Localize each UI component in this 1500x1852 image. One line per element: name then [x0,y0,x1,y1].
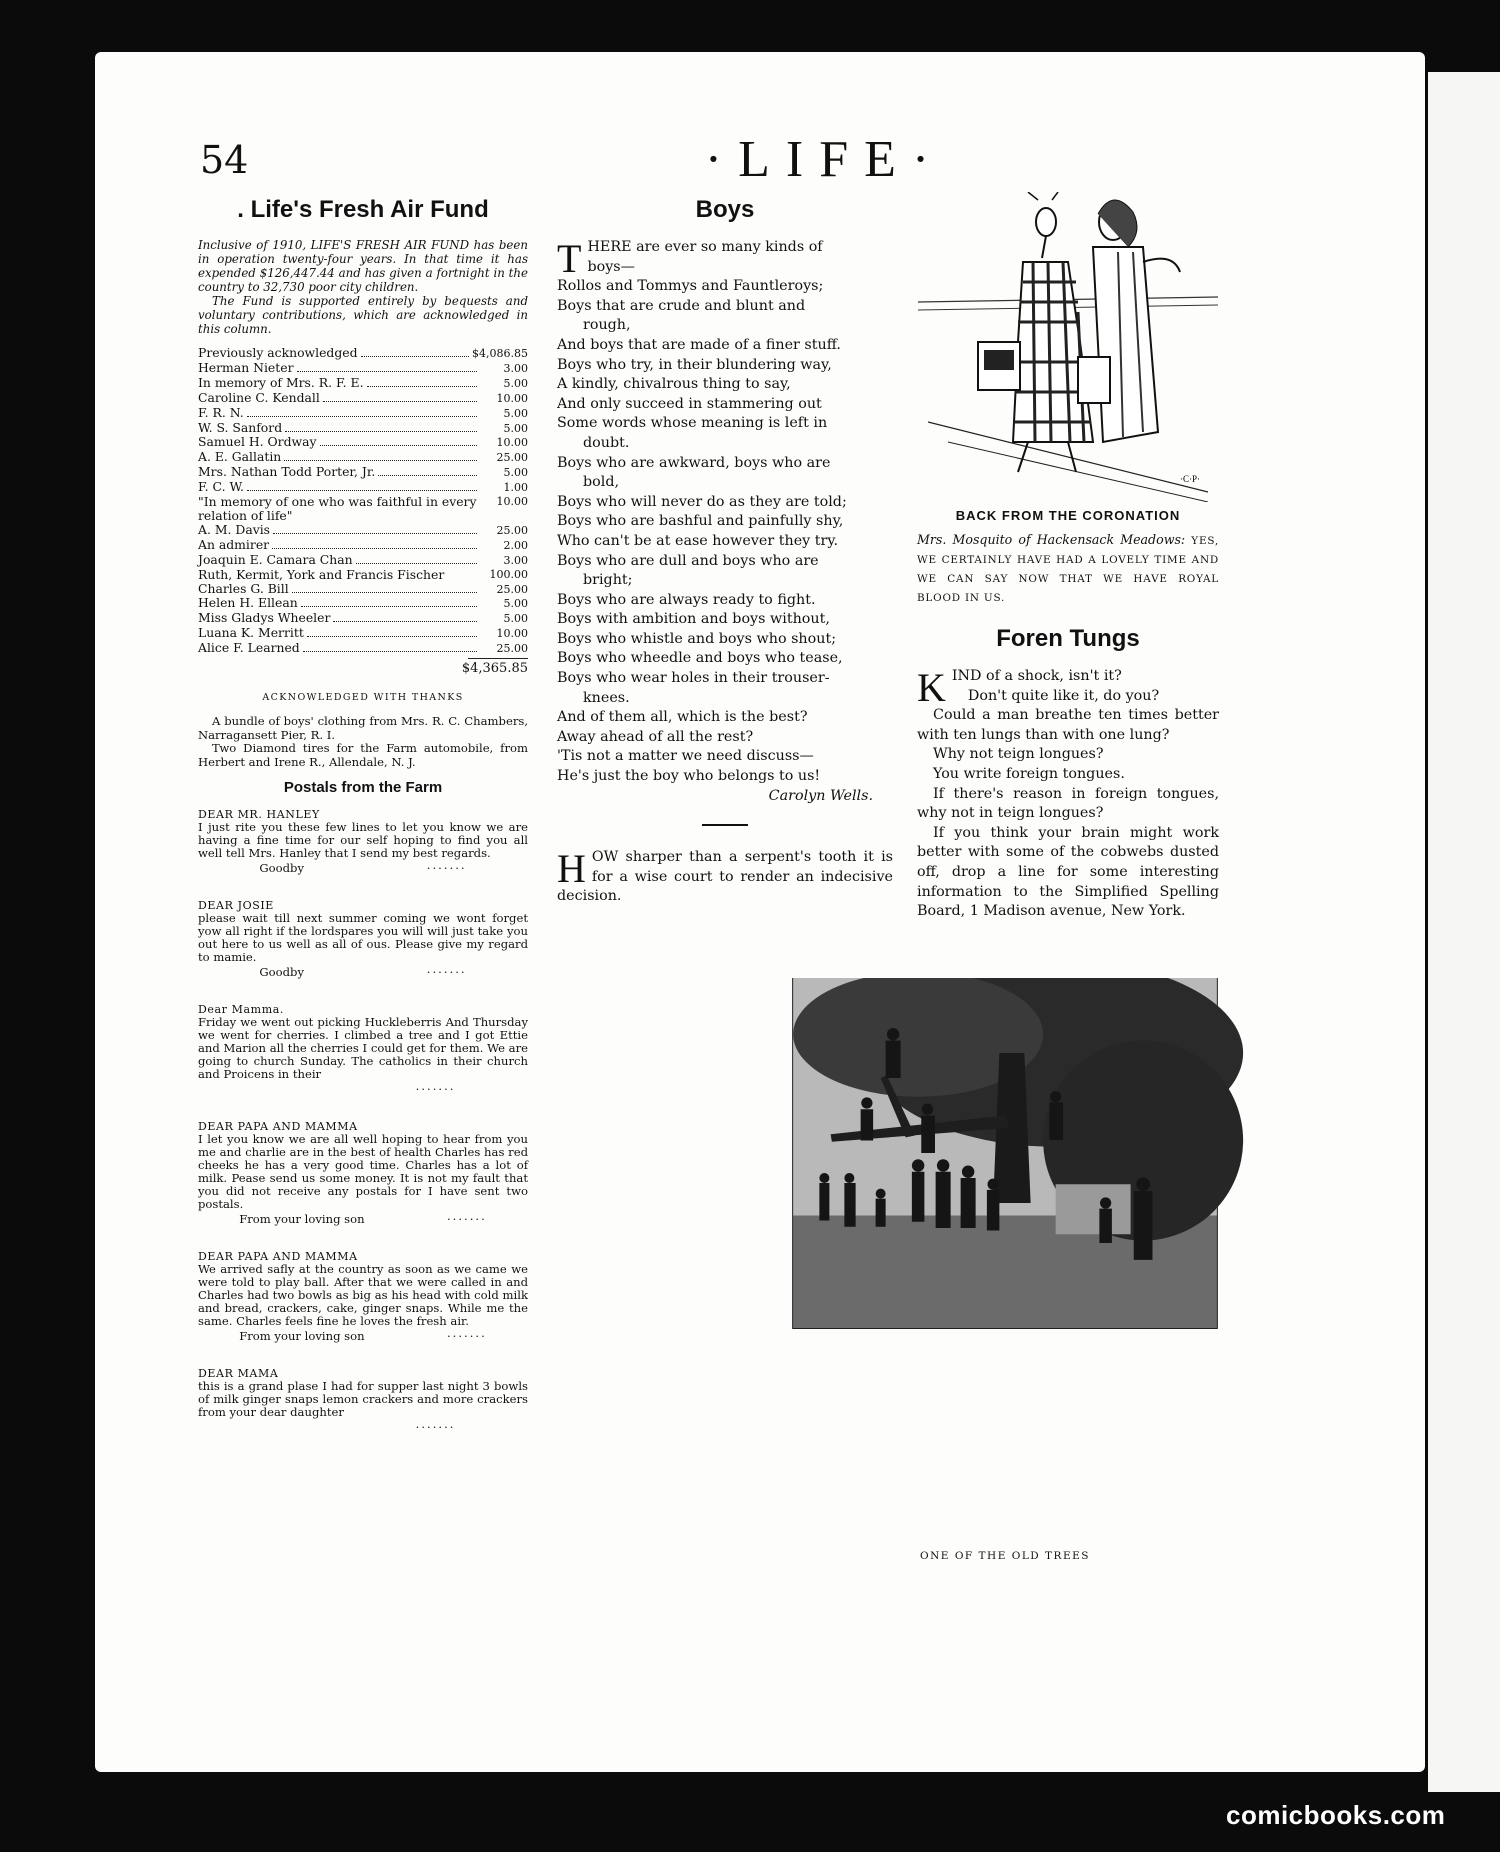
ledger-amount: 25.00 [496,642,528,656]
mosquito-cartoon [918,192,1218,502]
poem-line: And boys that are made of a finer stuff. [557,336,841,353]
poem-line: HERE are ever so many kinds of [587,239,823,255]
ledger-leader [247,415,477,417]
ledger-amount: 5.00 [503,612,528,626]
ledger-amount: 5.00 [503,421,528,435]
ledger-name: Herman Nieter [198,359,294,375]
letter-signoff: From your loving son [239,1329,365,1344]
section-divider [702,824,748,826]
letter-body: I let you know we are all well hoping to hear from you me and charlie are in the best of health Charles has red cheeks he has a very good time. Charles has a lot of milk. Pease send us some money. It is not my fault that you did not receive any postals for I have sent two postals. [198,1132,528,1212]
postal-letter [198,1367,528,1434]
ledger-leader [320,444,477,446]
ledger-amount: $4,086.85 [472,347,528,360]
letter-signoff-row [198,966,528,979]
foren-line: You write foreign tongues. [933,765,1125,782]
letter-signoff: From your loving son [239,1212,365,1227]
letter-salutation: DEAR PAPA AND MAMMA [198,1120,358,1134]
ledger-name: W. S. Sanford [198,419,283,435]
ledger-row [198,406,528,421]
ledger-row [198,391,528,406]
site-watermark: comicbooks.com [1226,1800,1446,1830]
poem-line: Boys who try, in their blundering way, [557,356,832,373]
letter-salutation: DEAR MAMA [198,1367,279,1381]
letter-salutation: DEAR JOSIE [198,899,274,913]
ledger-total: $4,365.85 [461,661,528,677]
poem-line: Boys who are dull and boys who are [557,552,819,569]
ledger-amount: 25.00 [496,582,528,596]
letter-signoff-row [198,1421,528,1434]
ledger-amount: 5.00 [503,466,528,480]
letter-salutation: DEAR PAPA AND MAMMA [198,1250,358,1264]
poem-line: doubt. [583,434,630,451]
postal-letter [198,1120,528,1226]
ledger-leader [292,591,477,593]
ledger-leader [247,489,477,491]
ledger-name: Helen H. Ellean [198,595,298,611]
poem-line: bold, [583,474,620,491]
ledger-leader [356,562,477,564]
poem-line: Boys who wheedle and boys who tease, [557,650,843,667]
fund-column [198,192,528,1458]
ledger-leader [303,650,477,652]
ledger-name: Alice F. Learned [198,640,300,656]
ledger-row [198,465,528,480]
ledger-name: A. M. Davis [198,521,271,537]
ledger-amount: 10.00 [496,436,528,450]
foren-line: Don't quite like it, do you? [967,687,1160,704]
ledger-name: Mrs. Nathan Todd Porter, Jr. [198,464,376,480]
ledger-row [198,582,528,597]
ledger-leader [301,605,477,607]
ledger-name: Miss Gladys Wheeler [198,610,331,626]
poem-line: boys— [587,258,635,275]
ledger-name: Luana K. Merritt [198,625,304,641]
ledger-row [198,596,528,611]
ledger-amount: 10.00 [496,391,528,405]
ledger-amount: 100.00 [489,567,528,581]
ledger-amount: 1.00 [503,481,528,495]
foren-line: Could a man breathe ten times better with ten lungs than with one lung? [917,707,1219,743]
poem-line: Boys with ambition and boys without, [557,611,830,628]
foren-line: Why not teign longues? [933,746,1104,763]
poem-line: Who can't be at ease however they try. [557,532,839,549]
ledger-amount: 2.00 [503,538,528,552]
letter-signoff-row [198,1083,528,1096]
ledger-row [198,553,528,568]
ledger-name: "In memory of one who was faithful in every relation of life" [198,494,477,523]
cartoon-column [917,192,1219,922]
ledger-leader [323,400,477,402]
ledger-name: Previously acknowledged [198,345,358,360]
foren-article [917,667,1219,922]
ledger-amount: 5.00 [503,597,528,611]
foren-line: IND of a shock, isn't it? [951,668,1122,684]
letter-signoff-row [198,1330,528,1343]
ledger-amount: 5.00 [503,406,528,420]
ledger-name: Ruth, Kermit, York and Francis Fischer [198,566,445,582]
ledger-amount: 3.00 [503,553,528,567]
foren-line: If there's reason in foreign tongues, why not in teign longues? [917,785,1219,822]
postal-letter [198,808,528,875]
ledger-row [198,523,528,538]
poem-line: A kindly, chivalrous thing to say, [557,376,791,393]
ledger-amount: 3.00 [503,361,528,375]
ledger-amount: 5.00 [503,376,528,390]
ledger-leader [333,620,477,622]
adjacent-page-edge [1428,72,1500,1792]
ledger-leader [273,532,477,534]
tree-photo [666,978,1344,1538]
letter-dots: ······· [446,1329,487,1344]
letter-signoff: Goodby [259,965,305,980]
poem-line: Boys who wear holes in their trouser- [557,670,830,687]
ledger-leader [307,635,477,637]
letter-dots: ······· [446,1212,487,1227]
ledger-amount: 25.00 [496,523,528,537]
ledger-leader [284,459,477,461]
ledger-name: Charles G. Bill [198,580,289,596]
poem-line: Boys who are awkward, boys who are [557,454,831,471]
boys-dropcap: T [557,236,582,281]
ledger-name: Joaquin E. Camara Chan [198,551,353,567]
cartoon-title: BACK FROM THE CORONATION [955,508,1181,523]
ledger-name: Samuel H. Ordway [198,434,317,450]
ledger-amount: 10.00 [496,495,528,509]
cartoon-quote: YES, WE CERTAINLY HAVE HAD A LOVELY TIME AND WE CAN SAY NOW THAT WE HAVE ROYAL BLOOD IN US. [917,535,1219,604]
ledger-row [198,346,528,361]
ledger-row [198,538,528,553]
postals-list [198,808,528,1434]
ledger-row [198,435,528,450]
ledger-leader [361,355,469,357]
page-number: 54 [200,138,249,182]
postal-letter [198,899,528,979]
how-text: OW sharper than a serpent's tooth it is for a wise court to render an indecisive decision. [557,849,893,905]
letter-salutation: Dear Mamma. [198,1003,284,1017]
ledger-row [198,626,528,641]
how-dropcap: H [557,846,586,892]
poem-line: 'Tis not a matter we need discuss— [557,748,814,765]
postal-letter [198,1250,528,1343]
ledger-row [198,480,528,495]
total-rule [468,658,528,659]
ledger-leader [297,370,478,372]
poem-line: He's just the boy who belongs to us! [557,768,821,785]
ledger-leader [285,430,477,432]
cartoon-signature: ·C·P· [1180,474,1200,484]
letter-dots: ······· [426,965,467,980]
poem-line: rough, [583,317,631,334]
ledger-name: A. E. Gallatin [198,449,282,465]
poem-line: bright; [583,572,633,589]
letter-body: I just rite you these few lines to let you know we are having a fine time for our self hoping to find you all well tell Mrs. Hanley that I send my best regards. [198,820,528,861]
letter-body: Friday we went out picking Huckleberris And Thursday we went for cherries. I climbed a tree and I got Ettie and Marion all the cherries I could get for them. We are going to church Sunday. The catholics in their church and Proicens in their [198,1015,528,1082]
poem-line: Some words whose meaning is left in [557,415,828,432]
ledger-leader [272,547,477,549]
boys-title: Boys [695,196,755,223]
ledger-amount: 25.00 [496,451,528,465]
foren-title: Foren Tungs [996,625,1140,652]
ack-item: Two Diamond tires for the Farm automobile, from Herbert and Irene R., Allendale, N. J. [198,741,528,769]
poem-line: Boys who will never do as they are told; [557,493,847,510]
fund-intro: Inclusive of 1910, LIFE'S FRESH AIR FUND has been in operation twenty-four years. In that time it has expended $126,447.44 and has given a fortnight in the country to 32,730 poor city children. [198,238,528,294]
postals-title: Postals from the Farm [283,779,443,797]
ledger-row [198,568,528,582]
letter-signoff: Goodby [259,861,305,876]
ledger-row [198,361,528,376]
foren-line: If you think your brain might work better with some of the cobwebs dusted off, drop a line for some interesting information to the Simplified Spelling Board, 1 Madison avenue, New York. [917,824,1219,920]
boys-column [557,192,893,907]
poem-lines [557,258,893,787]
letter-dots: ······· [426,861,467,876]
ledger-amount: 10.00 [496,627,528,641]
boys-poem [557,238,893,806]
cartoon-caption [917,531,1219,607]
poem-line: Boys that are crude and blunt and [557,297,806,314]
ledger-leader [378,474,477,476]
poem-line: Rollos and Tommys and Fauntleroys; [557,278,824,295]
foren-dropcap: K [917,665,946,710]
poem-line: Boys who are always ready to fight. [557,591,816,608]
letter-signoff-row [198,1213,528,1226]
postal-letter [198,1003,528,1096]
ledger-leader [367,385,477,387]
ledger-row [198,376,528,391]
poem-line: Away ahead of all the rest? [557,728,754,745]
letter-dots: ······· [415,1082,456,1097]
poem-line: knees. [583,689,630,706]
contributions-ledger [198,346,528,656]
photo-caption: ONE OF THE OLD TREES [920,1550,1090,1562]
fund-intro-2: The Fund is supported entirely by bequests and voluntary contributions, which are acknowledged in this column. [198,294,528,336]
poem-author: Carolyn Wells. [768,787,873,804]
fund-title: . Life's Fresh Air Fund [237,196,489,223]
ledger-row [198,611,528,626]
ledger-name: F. R. N. [198,404,244,420]
how-paragraph [557,848,893,907]
ledger-name: In memory of Mrs. R. F. E. [198,374,364,390]
poem-line: Boys who whistle and boys who shout; [557,630,837,647]
letter-signoff-row [198,862,528,875]
ledger-row [198,641,528,656]
foren-lines [917,687,1219,922]
cartoon-speaker: Mrs. Mosquito of Hackensack Meadows: [917,532,1186,547]
ack-item: A bundle of boys' clothing from Mrs. R. C. Chambers, Narragansett Pier, R. I. [198,714,528,742]
poem-line: And only succeed in stammering out [557,395,822,412]
ledger-row [198,421,528,436]
masthead: ·LIFE· [704,131,946,188]
ledger-name: F. C. W. [198,479,244,495]
letter-dots: ······· [415,1420,456,1435]
poem-line: And of them all, which is the best? [557,709,808,726]
letter-body: We arrived safly at the country as soon as we came we were told to play ball. After that we were called in and Charles had two bowls as big as his head with cold milk and bread, crackers, cake, ginger snaps. While me the same. Charles feels fine he loves the fresh air. [198,1262,528,1329]
letter-body: please wait till next summer coming we wont forget yow all right if the lordspares you will will just take you out here to us well as all of ous. Please give my regard to mamie. [198,911,528,965]
ledger-row [198,450,528,465]
letter-salutation: DEAR MR. HANLEY [198,808,320,822]
letter-body: this is a grand plase I had for supper last night 3 bowls of milk ginger snaps lemon crackers and more crackers from your dear daughter [198,1379,528,1420]
ack-heading: ACKNOWLEDGED WITH THANKS [262,692,464,704]
ledger-name: An admirer [198,536,270,552]
poem-line: Boys who are bashful and painfully shy, [557,513,844,530]
ledger-name: Caroline C. Kendall [198,389,320,405]
ledger-row [198,495,528,523]
